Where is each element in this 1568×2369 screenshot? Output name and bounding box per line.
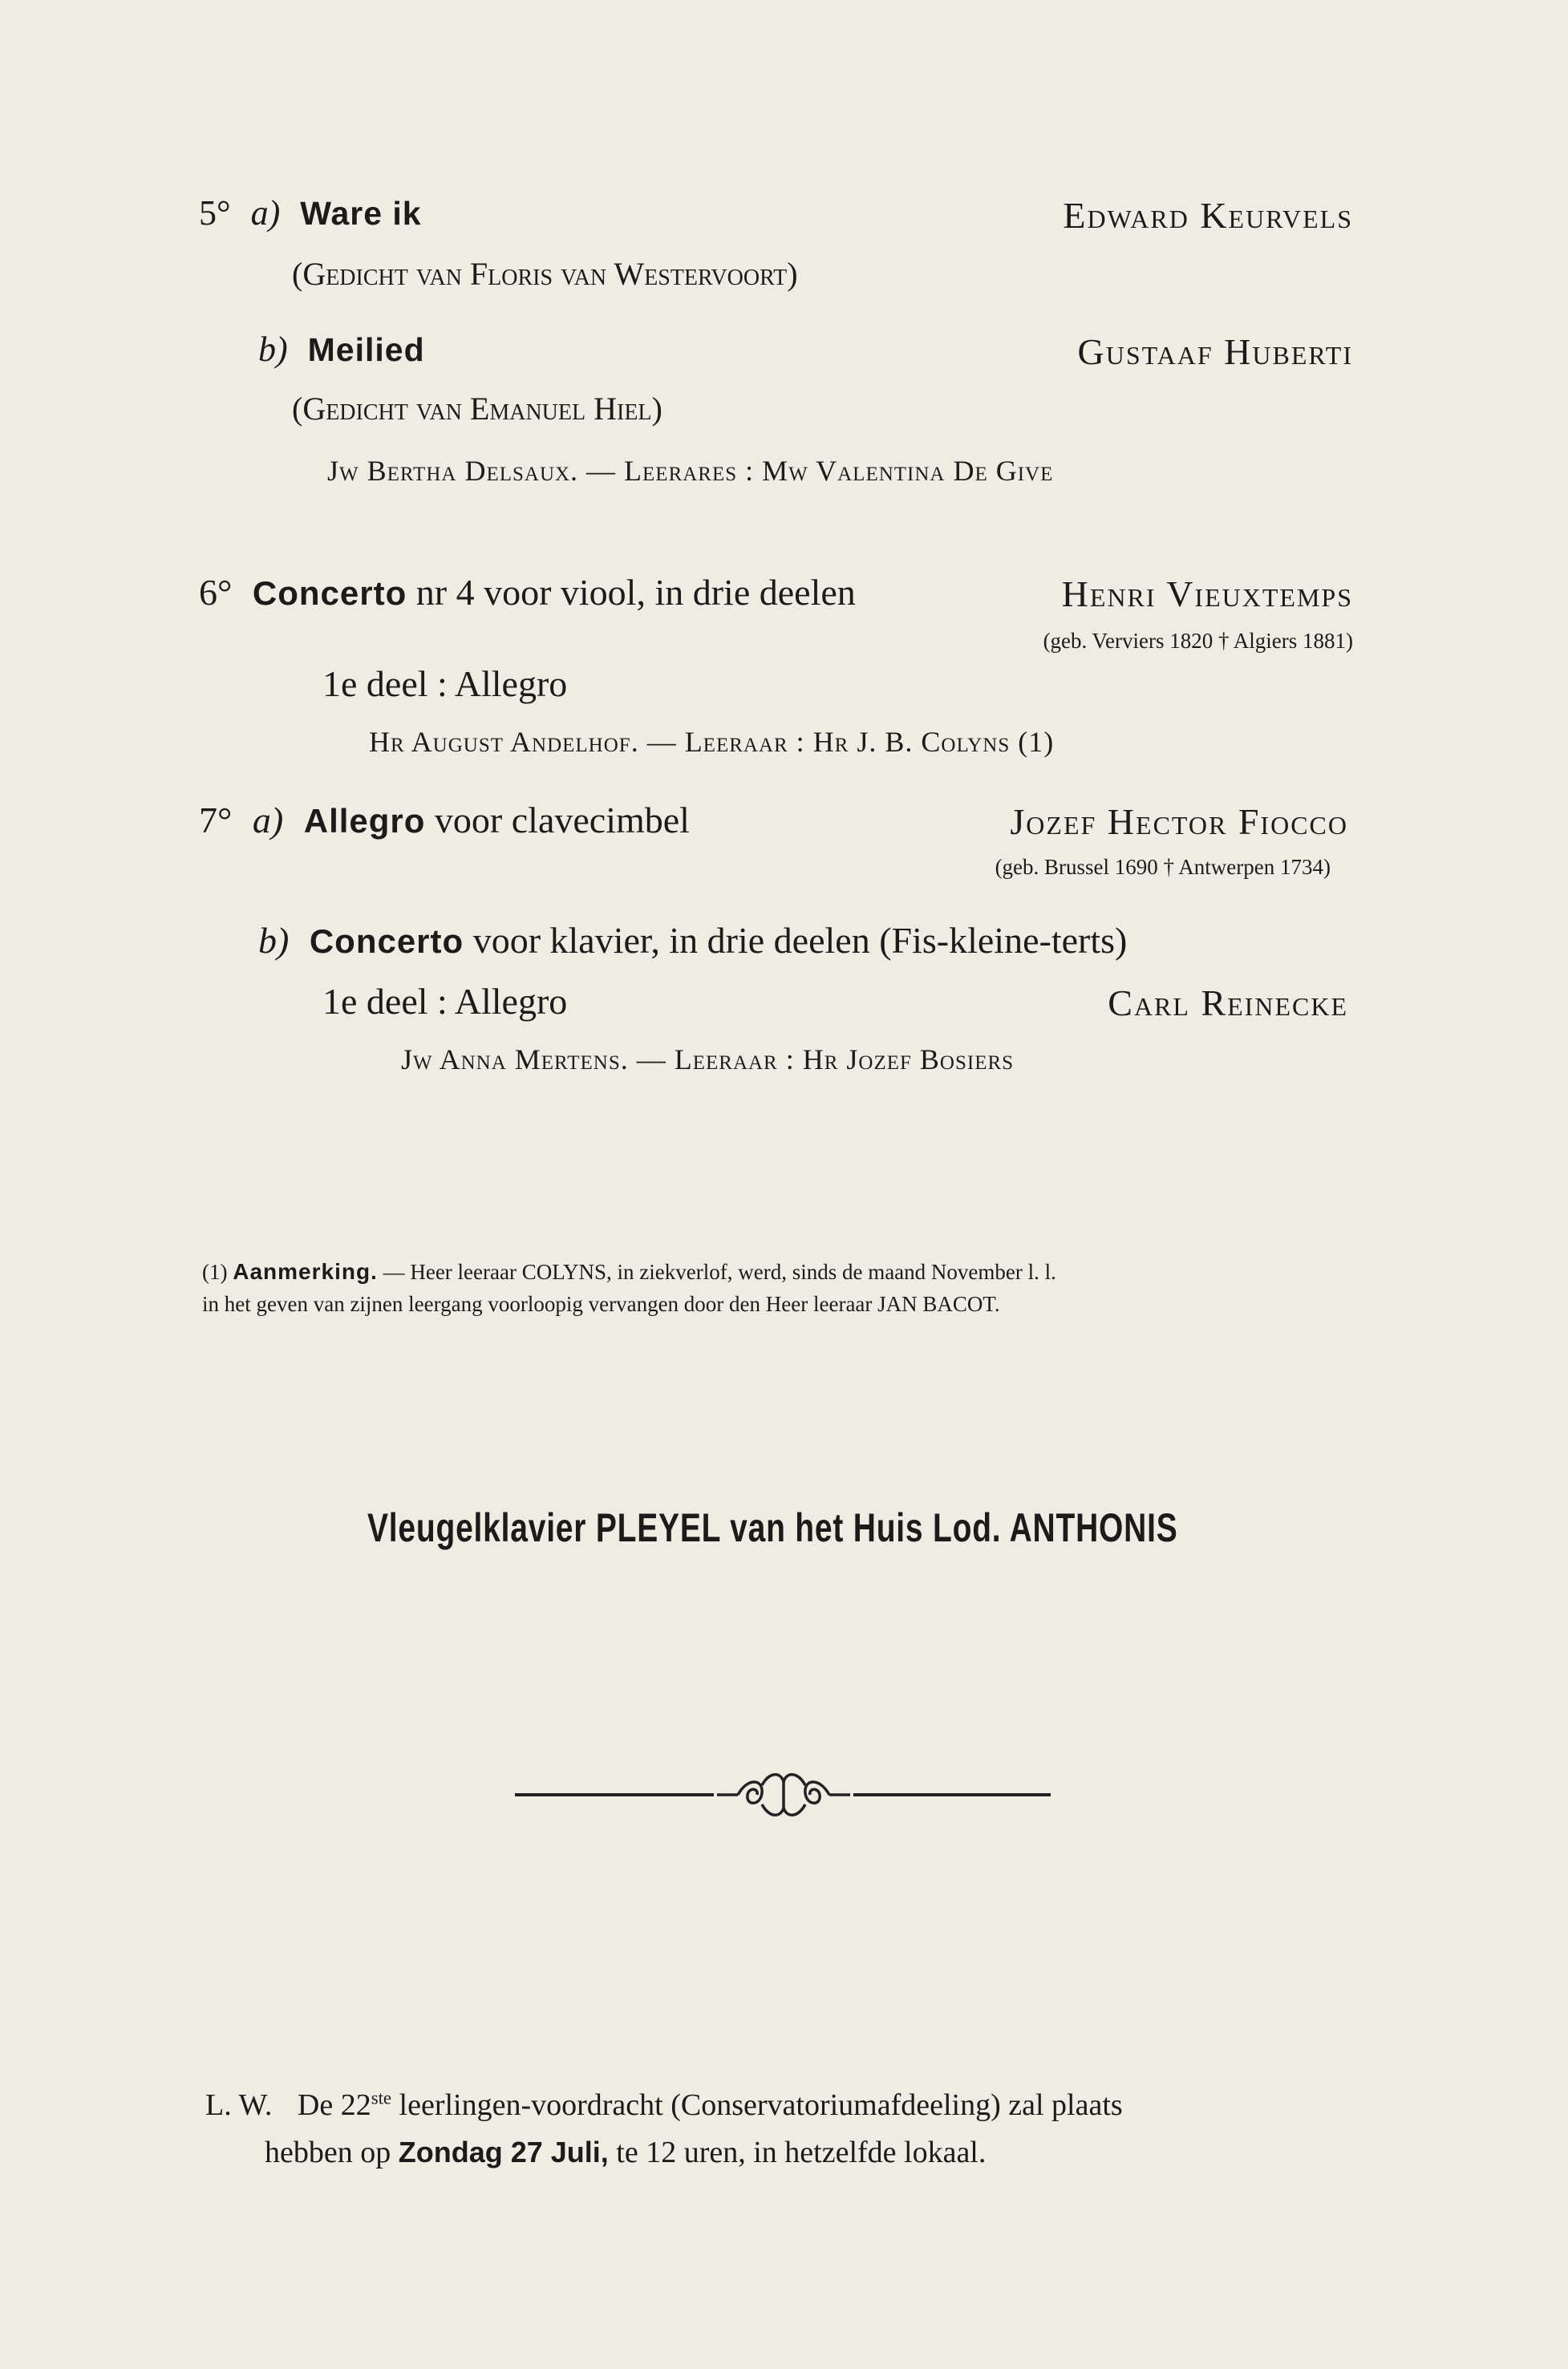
flourish-icon — [714, 1761, 853, 1825]
closing-text-1a: De 22 — [297, 2088, 371, 2122]
footnote — [202, 1256, 1056, 1320]
item7-b-title-rest: voor klavier, in drie deelen (Fis-kleine-terts) — [472, 920, 1128, 961]
item7-a-letter: a) — [252, 800, 284, 840]
item7-number: 7° — [199, 800, 233, 840]
closing-line-1 — [205, 2082, 1123, 2129]
item7-b-letter: b) — [258, 920, 290, 961]
footnote-marker: (1) — [202, 1260, 228, 1284]
item7-b-movement: 1e deel : Allegro — [322, 981, 568, 1022]
item7-a-composer-note: (geb. Brussel 1690 † Antwerpen 1734) — [995, 855, 1331, 879]
item6-composer-note: (geb. Verviers 1820 † Algiers 1881) — [1043, 629, 1353, 653]
item5-a-poem: (Gedicht van Floris van Westervoort) — [292, 256, 798, 292]
item6-movement: 1e deel : Allegro — [322, 663, 568, 704]
item6-title-rest: nr 4 voor viool, in drie deelen — [415, 572, 856, 613]
item7-a-composer: Jozef Hector Fiocco — [1010, 801, 1348, 842]
ornament-line-right — [853, 1793, 1051, 1796]
closing-text-1b: leerlingen-voordracht (Conservatoriumafdeeling) zal plaats — [399, 2088, 1123, 2122]
item7-b-composer: Carl Reinecke — [1108, 982, 1348, 1023]
item6-performer: Hr August Andelhof. — Leeraar : Hr J. B. Colyns (1) — [369, 726, 1055, 758]
item6-row — [199, 571, 856, 614]
item7-a-row — [199, 799, 690, 841]
item7-a-title-rest: voor clavecimbel — [434, 800, 690, 840]
item5-a-row — [199, 192, 422, 233]
item7-b-title: Concerto — [309, 922, 464, 960]
item5-performer: Jw Bertha Delsaux. — Leerares : Mw Valentina De Give — [327, 455, 1054, 487]
footnote-text-1: — Heer leeraar COLYNS, in ziekverlof, werd, sinds de maand November l. l. — [383, 1260, 1056, 1284]
item7-b-row — [258, 919, 1127, 962]
closing-line-2 — [265, 2129, 1123, 2177]
closing-text-1-sup: ste — [371, 2088, 392, 2108]
piano-banner: Vleugelklavier PLEYEL van het Huis Lod. ANTHONIS — [367, 1505, 1178, 1550]
item6-number: 6° — [199, 572, 233, 613]
item5-b-letter: b) — [258, 330, 288, 369]
item7-performer: Jw Anna Mertens. — Leeraar : Hr Jozef Bosiers — [401, 1043, 1015, 1075]
item5-b-poem: (Gedicht van Emanuel Hiel) — [292, 391, 662, 427]
closing-date: Zondag 27 Juli, — [398, 2135, 609, 2169]
ornament-line-left — [515, 1793, 714, 1796]
item5-number: 5° — [199, 193, 231, 233]
item5-a-composer: Edward Keurvels — [1063, 195, 1353, 236]
closing-text-2b: te 12 uren, in hetzelfde lokaal. — [616, 2135, 987, 2169]
item5-b-row — [258, 329, 425, 370]
item5-a-title: Ware ik — [300, 195, 422, 232]
footnote-text-2: in het geven van zijnen leergang voorloopig vervangen door den Heer leeraar JAN BACOT. — [202, 1291, 1000, 1316]
item7-a-title: Allegro — [303, 802, 426, 840]
item5-b-title: Meilied — [307, 331, 425, 368]
footnote-line-1 — [202, 1256, 1056, 1289]
item6-composer: Henri Vieuxtemps — [1061, 573, 1353, 614]
closing-lw: L. W. — [205, 2088, 273, 2122]
item6-title: Concerto — [252, 574, 407, 612]
closing-notice — [205, 2082, 1123, 2177]
footnote-label: Aanmerking. — [233, 1259, 378, 1284]
item5-b-composer: Gustaaf Huberti — [1077, 331, 1353, 372]
closing-text-2a: hebben op — [265, 2135, 391, 2169]
item5-a-letter: a) — [250, 193, 281, 233]
